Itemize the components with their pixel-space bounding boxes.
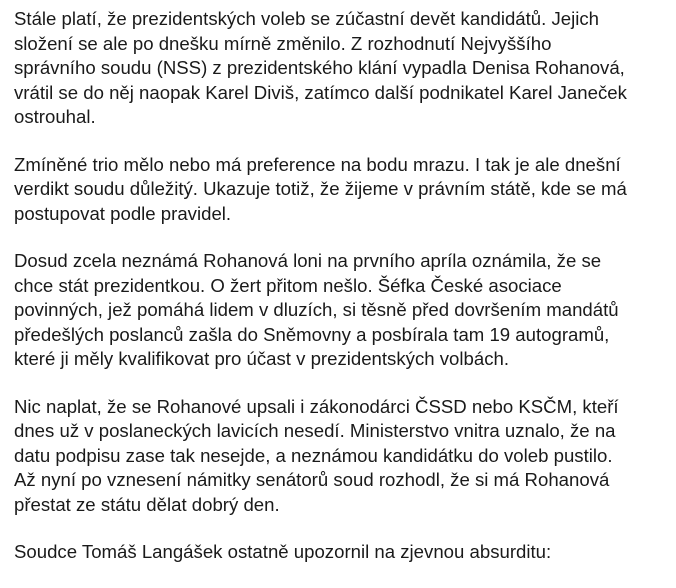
- text-line: vrátil se do něj naopak Karel Diviš, zatímco další podnikatel Karel Janeček: [14, 81, 627, 103]
- text-line: přestat ze státu dělat dobrý den.: [14, 493, 280, 515]
- text-line: ostrouhal.: [14, 106, 96, 127]
- paragraph-5: [14, 540, 676, 565]
- text-line: Nic naplat, že se Rohanové upsali i zákonodárci ČSSD nebo KSČM, kteří: [14, 395, 619, 417]
- text-line: povinných, jež pomáhá lidem v dluzích, si těsně před dovršením mandátů: [14, 299, 619, 320]
- text-line: datu podpisu zase tak nesejde, a neznámou kandidátku do voleb pustilo.: [14, 444, 613, 466]
- text-line: Až nyní po vznesení námitky senátorů soud rozhodl, že si má Rohanová: [14, 469, 610, 490]
- text-line: postupovat podle pravidel.: [14, 202, 232, 224]
- text-line: předešlých poslanců zašla do Sněmovny a posbírala tam 19 autogramů,: [14, 323, 610, 345]
- paragraph-4: [14, 395, 676, 518]
- paragraph-3: [14, 249, 676, 372]
- text-line: Dosud zcela neznámá Rohanová loni na prvního apríla oznámila, že se: [14, 250, 602, 271]
- text-line: Soudce Tomáš Langášek ostatně upozornil na zjevnou absurditu:: [14, 541, 552, 562]
- text-line: složení se ale po dnešku mírně změnilo. Z rozhodnutí Nejvyššího: [14, 32, 552, 54]
- paragraph-2: [14, 153, 676, 227]
- text-line: chce stát prezidentkou. O žert přitom nešlo. Šéfka České asociace: [14, 274, 562, 296]
- text-line: Zmíněné trio mělo nebo má preference na bodu mrazu. I tak je ale dnešní: [14, 153, 621, 175]
- text-line: verdikt soudu důležitý. Ukazuje totiž, že žijeme v právním státě, kde se má: [14, 178, 627, 199]
- article-body: [14, 7, 676, 588]
- text-line: Stále platí, že prezidentských voleb se zúčastní devět kandidátů. Jejich: [14, 8, 600, 29]
- text-line: dnes už v poslaneckých lavicích nesedí. Ministerstvo vnitra uznalo, že na: [14, 420, 616, 441]
- text-line: které ji měly kvalifikovat pro účast v prezidentských volbách.: [14, 348, 510, 369]
- paragraph-1: [14, 7, 676, 130]
- text-line: správního soudu (NSS) z prezidentského klání vypadla Denisa Rohanová,: [14, 57, 625, 78]
